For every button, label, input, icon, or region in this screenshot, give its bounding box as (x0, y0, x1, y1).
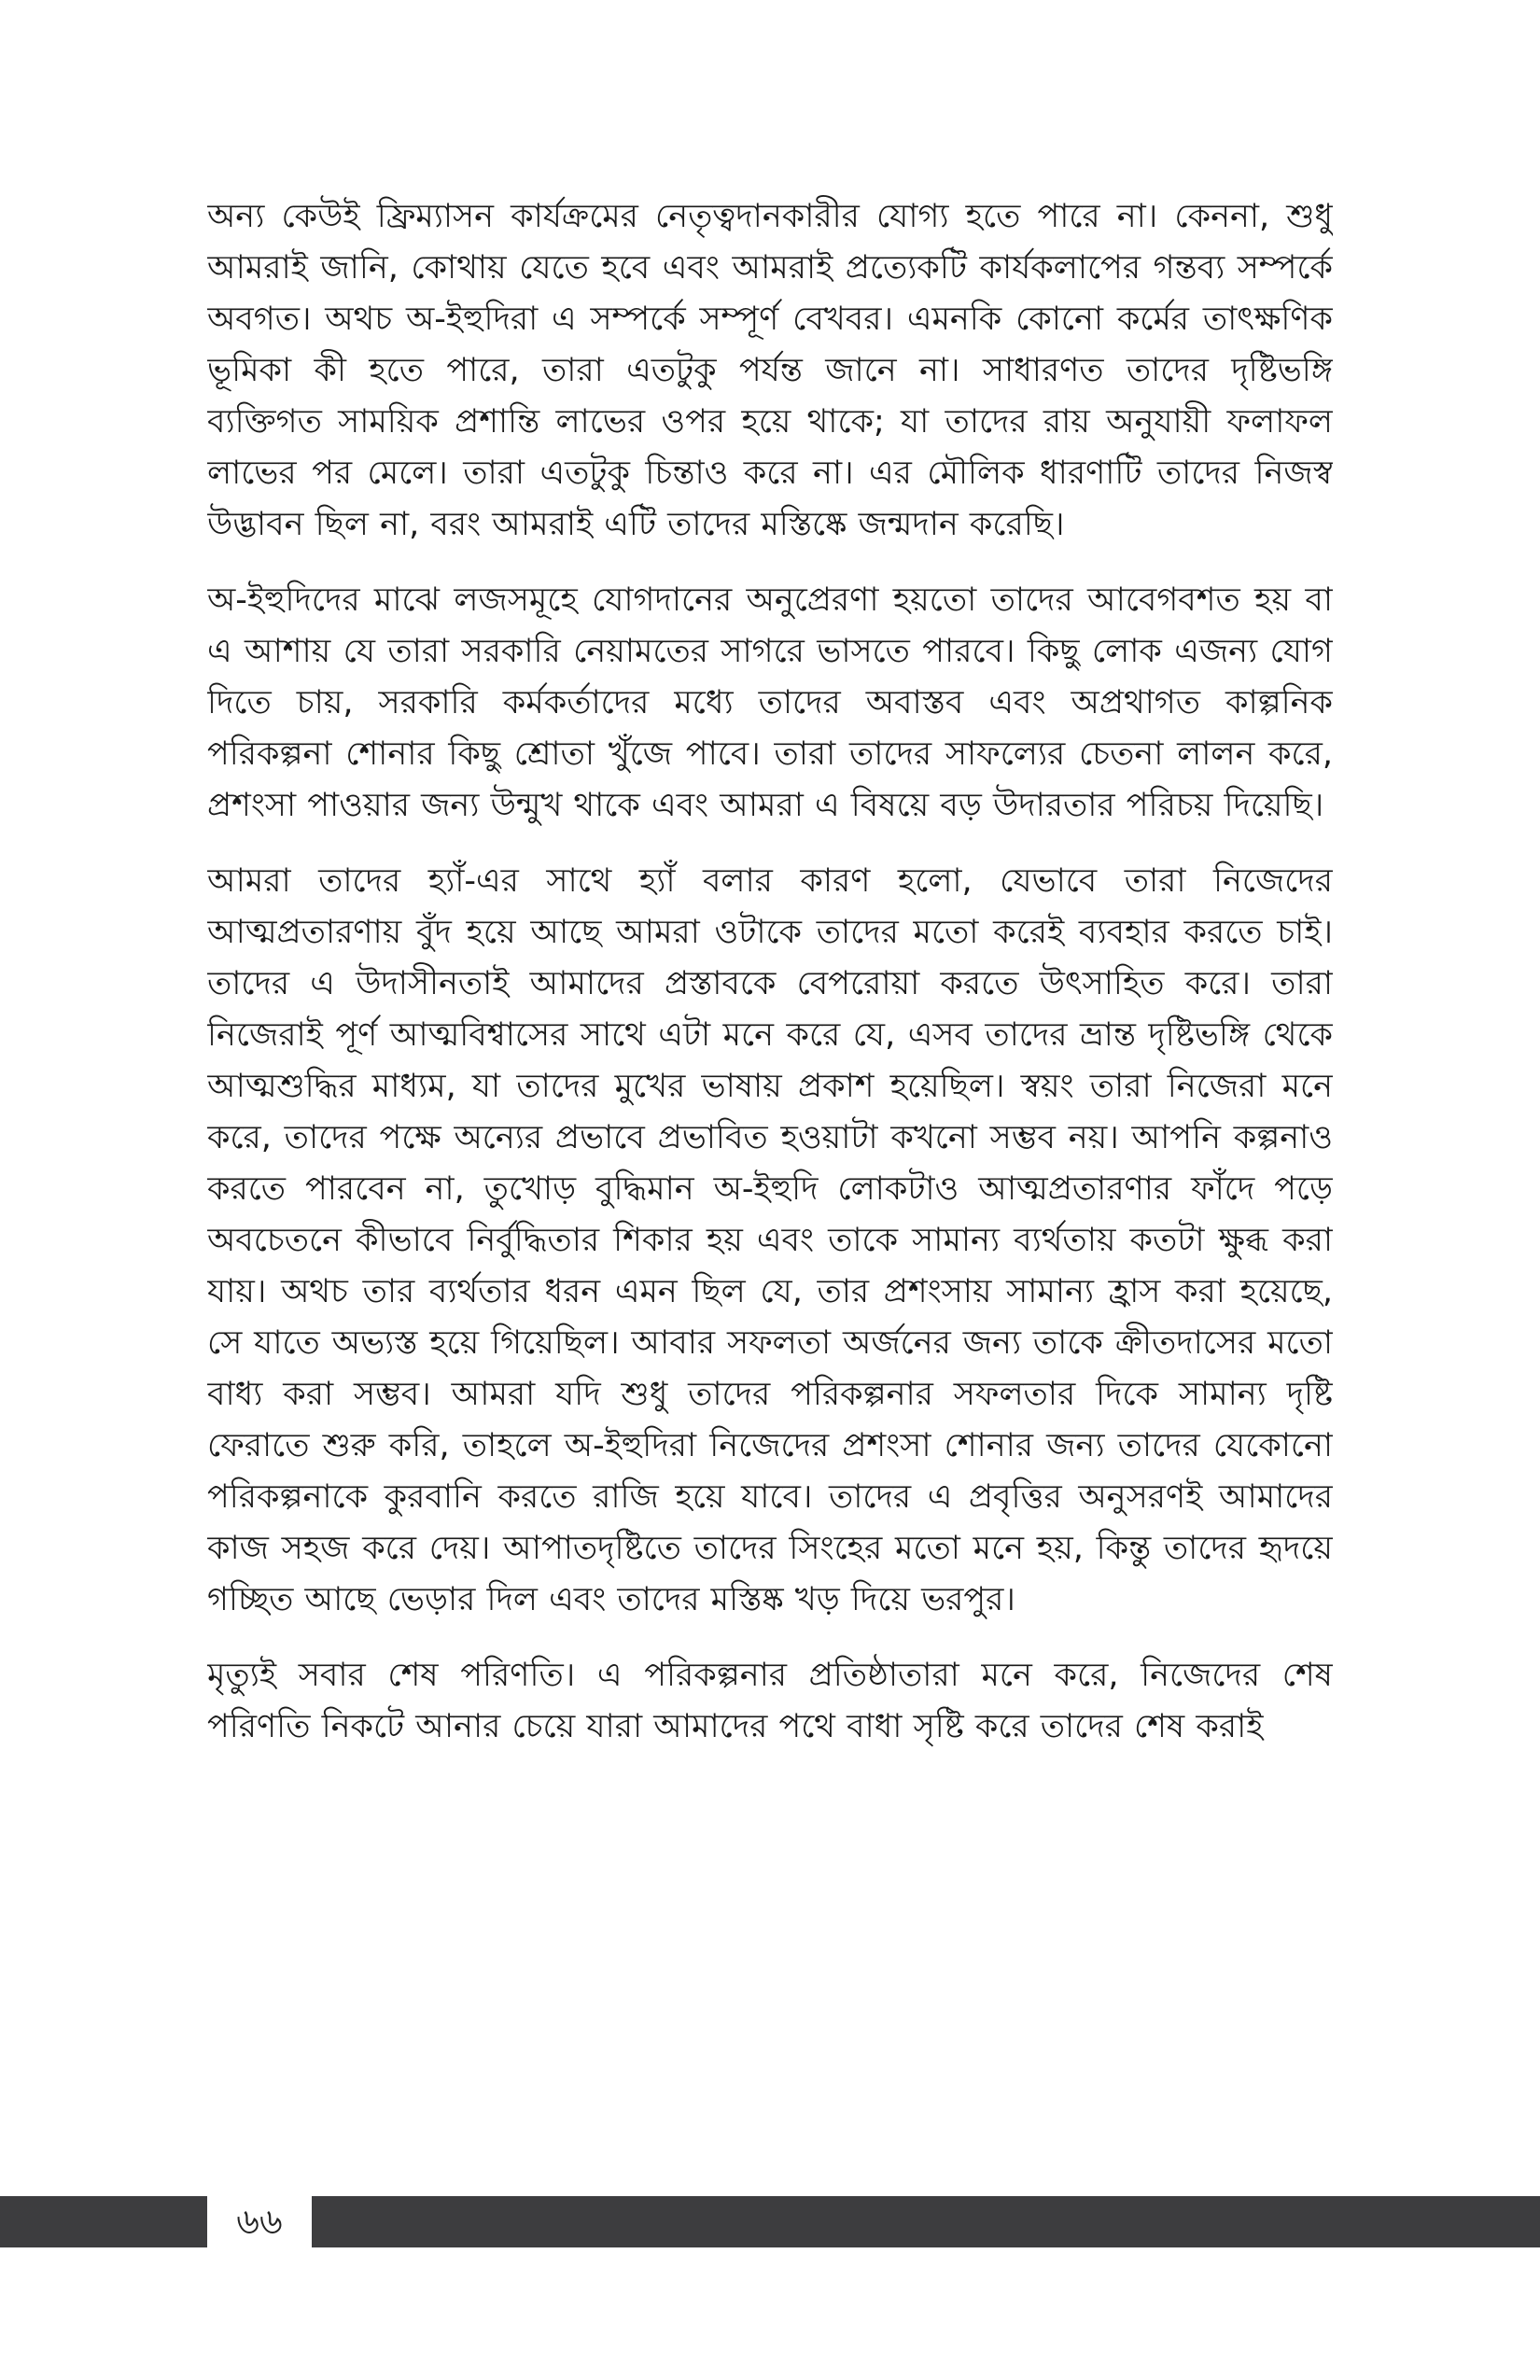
paragraph-2: অ-ইহুদিদের মাঝে লজসমূহে যোগদানের অনুপ্রেরণা হয়তো তাদের আবেগবশত হয় বা এ আশায় যে তারা সরকারি নেয়ামতের সাগরে ভাসতে পারবে। কিছু লোক এজন্য যোগ দিতে চায়, সরকারি কর্মকর্তাদের মধ্যে তাদের অবাস্তব এবং অপ্রথাগত কাল্পনিক পরিকল্পনা শোনার কিছু শ্রোতা খুঁজে পাবে। তারা তাদের সাফল্যের চেতনা লালন করে, প্রশংসা পাওয়ার জন্য উন্মুখ থাকে এবং আমরা এ বিষয়ে বড় উদারতার পরিচয় দিয়েছি। (207, 581, 1333, 824)
page-number: ৬৬ (207, 2196, 312, 2247)
footer-bar-right (312, 2196, 1540, 2247)
paragraph-4: মৃত্যুই সবার শেষ পরিণতি। এ পরিকল্পনার প্রতিষ্ঠাতারা মনে করে, নিজেদের শেষ পরিণতি নিকটে আনার চেয়ে যারা আমাদের পথে বাধা সৃষ্টি করে তাদের শেষ করাই (207, 1657, 1333, 1745)
paragraph-1: অন্য কেউই ফ্রিম্যাসন কার্যক্রমের নেতৃত্বদানকারীর যোগ্য হতে পারে না। কেননা, শুধু আমরাই জানি, কোথায় যেতে হবে এবং আমরাই প্রত্যেকটি কার্যকলাপের গন্তব্য সম্পর্কে অবগত। অথচ অ-ইহুদিরা এ সম্পর্কে সম্পূর্ণ বেখবর। এমনকি কোনো কর্মের তাৎক্ষণিক ভূমিকা কী হতে পারে, তারা এতটুকু পর্যন্ত জানে না। সাধারণত তাদের দৃষ্টিভঙ্গি ব্যক্তিগত সাময়িক প্রশান্তি লাভের ওপর হয়ে থাকে; যা তাদের রায় অনুযায়ী ফলাফল লাভের পর মেলে। তারা এতটুকু চিন্তাও করে না। এর মৌলিক ধারণাটি তাদের নিজস্ব উদ্ভাবন ছিল না, বরং আমরাই এটি তাদের মস্তিষ্কে জন্মদান করেছি। (207, 198, 1333, 543)
body-text (207, 191, 1333, 2198)
paragraph-3: আমরা তাদের হ্যাঁ-এর সাথে হ্যাঁ বলার কারণ হলো, যেভাবে তারা নিজেদের আত্মপ্রতারণায় বুঁদ হয়ে আছে আমরা ওটাকে তাদের মতো করেই ব্যবহার করতে চাই। তাদের এ উদাসীনতাই আমাদের প্রস্তাবকে বেপরোয়া করতে উৎসাহিত করে। তারা নিজেরাই পূর্ণ আত্মবিশ্বাসের সাথে এটা মনে করে যে, এসব তাদের ভ্রান্ত দৃষ্টিভঙ্গি থেকে আত্মশুদ্ধির মাধ্যম, যা তাদের মুখের ভাষায় প্রকাশ হয়েছিল। স্বয়ং তারা নিজেরা মনে করে, তাদের পক্ষে অন্যের প্রভাবে প্রভাবিত হওয়াটা কখনো সম্ভব নয়। আপনি কল্পনাও করতে পারবেন না, তুখোড় বুদ্ধিমান অ-ইহুদি লোকটাও আত্মপ্রতারণার ফাঁদে পড়ে অবচেতনে কীভাবে নির্বুদ্ধিতার শিকার হয় এবং তাকে সামান্য ব্যর্থতায় কতটা ক্ষুব্ধ করা যায়। অথচ তার ব্যর্থতার ধরন এমন ছিল যে, তার প্রশংসায় সামান্য হ্রাস করা হয়েছে, সে যাতে অভ্যস্ত হয়ে গিয়েছিল। আবার সফলতা অর্জনের জন্য তাকে ক্রীতদাসের মতো বাধ্য করা সম্ভব। আমরা যদি শুধু তাদের পরিকল্পনার সফলতার দিকে সামান্য দৃষ্টি ফেরাতে শুরু করি, তাহলে অ-ইহুদিরা নিজেদের প্রশংসা শোনার জন্য তাদের যেকোনো পরিকল্পনাকে কুরবানি করতে রাজি হয়ে যাবে। তাদের এ প্রবৃত্তির অনুসরণই আমাদের কাজ সহজ করে দেয়। আপাতদৃষ্টিতে তাদের সিংহের মতো মনে হয়, কিন্তু তাদের হৃদয়ে গচ্ছিত আছে ভেড়ার দিল এবং তাদের মস্তিষ্ক খড় দিয়ে ভরপুর। (207, 862, 1333, 1618)
footer-bar-left (0, 2196, 207, 2247)
